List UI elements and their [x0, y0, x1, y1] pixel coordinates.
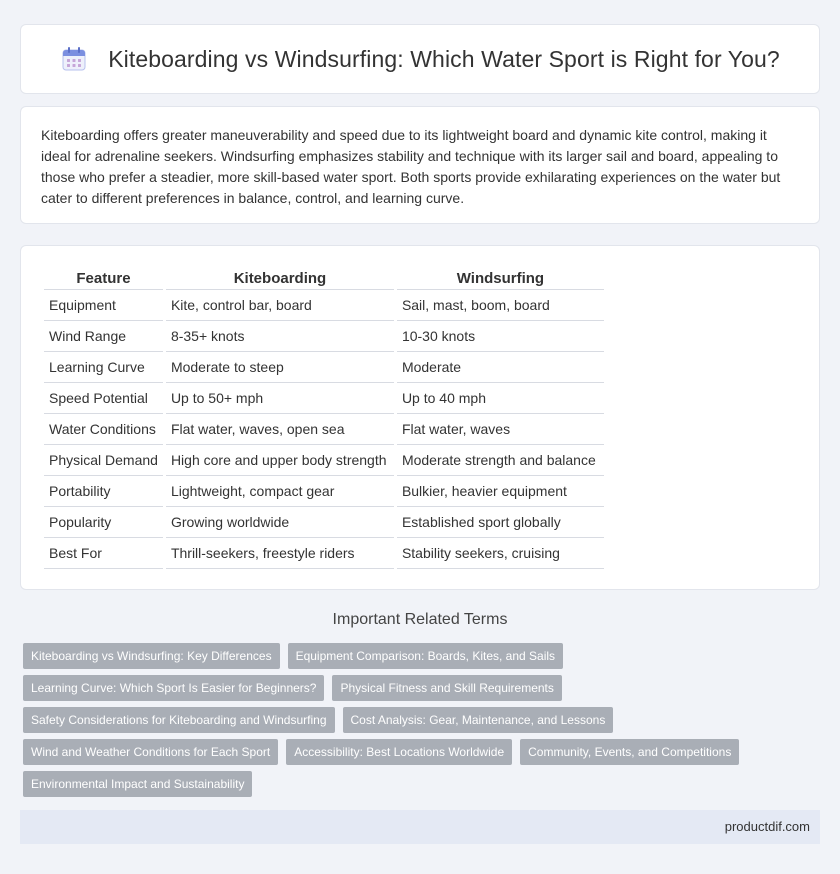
table-cell: Kite, control bar, board [166, 290, 394, 321]
table-cell: Sail, mast, boom, board [397, 290, 604, 321]
table-cell: Equipment [44, 290, 163, 321]
table-cell: Popularity [44, 507, 163, 538]
page-title: Kiteboarding vs Windsurfing: Which Water Sport is Right for You? [108, 45, 780, 72]
column-header-kiteboarding: Kiteboarding [166, 266, 394, 290]
related-term-link[interactable]: Accessibility: Best Locations Worldwide [286, 739, 512, 765]
table-row [44, 383, 604, 414]
table-cell: Moderate strength and balance [397, 445, 604, 476]
table-cell: Learning Curve [44, 352, 163, 383]
table-row [44, 538, 604, 569]
table-cell: Bulkier, heavier equipment [397, 476, 604, 507]
table-cell: Lightweight, compact gear [166, 476, 394, 507]
table-cell: Speed Potential [44, 383, 163, 414]
table-cell: 10-30 knots [397, 321, 604, 352]
header-card [20, 24, 820, 94]
column-header-feature: Feature [44, 266, 163, 290]
table-cell: Established sport globally [397, 507, 604, 538]
table-cell: Growing worldwide [166, 507, 394, 538]
related-term-link[interactable]: Environmental Impact and Sustainability [23, 771, 252, 797]
table-cell: Thrill-seekers, freestyle riders [166, 538, 394, 569]
footer [20, 810, 820, 844]
intro-card [20, 106, 820, 224]
table-cell: Water Conditions [44, 414, 163, 445]
column-header-windsurfing: Windsurfing [397, 266, 604, 290]
table-row [44, 352, 604, 383]
related-term-link[interactable]: Learning Curve: Which Sport Is Easier for Beginners? [23, 675, 324, 701]
table-row [44, 507, 604, 538]
table-row [44, 321, 604, 352]
table-header-row [44, 266, 604, 290]
table-cell: Physical Demand [44, 445, 163, 476]
table-cell: Best For [44, 538, 163, 569]
table-cell: Moderate [397, 352, 604, 383]
table-cell: Portability [44, 476, 163, 507]
table-row [44, 445, 604, 476]
table-cell: Up to 40 mph [397, 383, 604, 414]
table-cell: High core and upper body strength [166, 445, 394, 476]
table-cell: Flat water, waves [397, 414, 604, 445]
table-cell: 8-35+ knots [166, 321, 394, 352]
intro-paragraph: Kiteboarding offers greater maneuverability and speed due to its lightweight board and dynamic kite control, making it ideal for adrenaline seekers. Windsurfing emphasizes stability and technique with its larger sail and board, appealing to those who prefer a steadier, more skill-based water sport. Both sports provide exhilarating experiences on the water but cater to different preferences in balance, control, and learning curve. [41, 127, 781, 206]
table-cell: Moderate to steep [166, 352, 394, 383]
related-term-link[interactable]: Wind and Weather Conditions for Each Sport [23, 739, 278, 765]
table-row [44, 290, 604, 321]
related-term-link[interactable]: Cost Analysis: Gear, Maintenance, and Lessons [343, 707, 614, 733]
related-terms-list [23, 643, 813, 797]
table-cell: Up to 50+ mph [166, 383, 394, 414]
table-cell: Stability seekers, cruising [397, 538, 604, 569]
footer-site-link[interactable]: productdif.com [724, 819, 810, 834]
table-row [44, 414, 604, 445]
table-cell: Flat water, waves, open sea [166, 414, 394, 445]
related-term-link[interactable]: Kiteboarding vs Windsurfing: Key Differences [23, 643, 280, 669]
calendar-icon [60, 45, 88, 73]
related-term-link[interactable]: Community, Events, and Competitions [520, 739, 739, 765]
comparison-table [41, 266, 607, 569]
comparison-card [20, 245, 820, 590]
related-term-link[interactable]: Safety Considerations for Kiteboarding and Windsurfing [23, 707, 335, 733]
table-row [44, 476, 604, 507]
related-terms-heading: Important Related Terms [332, 611, 508, 628]
related-term-link[interactable]: Physical Fitness and Skill Requirements [332, 675, 561, 701]
table-cell: Wind Range [44, 321, 163, 352]
related-term-link[interactable]: Equipment Comparison: Boards, Kites, and Sails [288, 643, 563, 669]
